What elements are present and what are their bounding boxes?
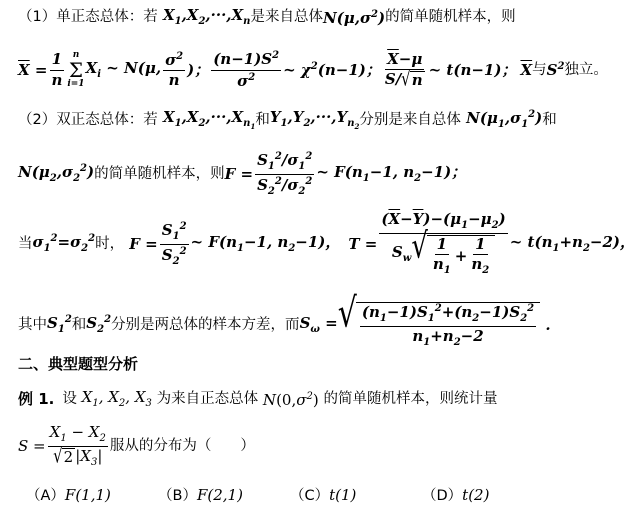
sec1-label: （1）单正态总体：若 [18, 9, 158, 26]
sec2-line: （2）双正态总体：若 $X_1,X_2,\cdot\cdot\cdot,X_{n_1}$ 和 $Y_1,Y_2,\cdot\cdot\cdot,Y_{n_2}$ 分别是来自总体 $N(\mu_1,\sigma_1^2)$ 和 [18, 108, 557, 131]
example-1-line: 例 1. 设 $X_1$, $X_2$, $X_3$ 为来自正态总体 $N(0,\sigma^2)$ 的简单随机样本，则统计量 [18, 388, 498, 409]
sec2-label: （2）双正态总体：若 [18, 111, 158, 128]
sample-x: $X_1,X_2,\cdot\cdot\cdot,X_n$ [157, 6, 251, 27]
option-a[interactable]: （A）F(1,1) [26, 486, 111, 504]
option-d[interactable]: （D）t(2) [422, 486, 490, 504]
statistic-line: S = $X_1 - X_2$ √ 2 $|X_3|$ 服从的分布为（ ） [18, 423, 255, 468]
single-pop-formulas: $\overline{X}$ = $\frac{1}{n}$ n Σ i=1 $X_i$ ~ N(μ, $\frac{\sigma^2}{n}$ )； $\frac{(n-1)S^2}{\sigma^2}$ ~ $\chi^2(n-1)$； $\overline{X}-\mu$ S/ √ n ~ t(n−1)； $\overline{X}$ 与 $S^2$ 独立。 [18, 49, 608, 91]
answer-options [26, 488, 604, 504]
equal-variance-line: 当 $\sigma_1^2=\sigma_2^2$ 时， F = $\frac{S_1^2}{S_2^2}$ ~ $F(n_1-1$, $n_2-1$)， T = $(\overline{X}-\overline{Y})-(\mu_1-\mu_2)$ $S_w$ √ $\frac{1}{n_1}$ + $\frac{1}{n_2}$ ~ $t(n_1+n_2-2)$， [18, 210, 635, 277]
option-c[interactable]: （C）t(1) [290, 486, 357, 504]
section-heading: 二、典型题型分析 [18, 355, 139, 373]
population-normal: $N(\mu,\sigma^2)$ [322, 8, 386, 27]
sec1-line: （1）单正态总体：若 $X_1,X_2,\cdot\cdot\cdot,X_n$ 是来自总体 $N(\mu,\sigma^2)$ 的简单随机样本，则 [18, 6, 516, 27]
pooled-variance-line: 其中 $S_1^2$ 和 $S_2^2$ 分别是两总体的样本方差，而 $S_\omega$ = √ $\frac{(n_1-1)S_1^2+(n_2-1)S_2^2}{n_1+n_2-2}$ . [18, 289, 551, 348]
sec2-f-line: $N(\mu_2,\sigma_2^2)$ 的简单随机样本，则 F = $\frac{S_1^2/\sigma_1^2}{S_2^2/\sigma_2^2}$ ~ $F(n_1-1$, $n_2-1$)； [18, 151, 467, 197]
option-b[interactable]: （B）F(2,1) [158, 486, 243, 504]
example-label: 例 1. [18, 390, 55, 408]
